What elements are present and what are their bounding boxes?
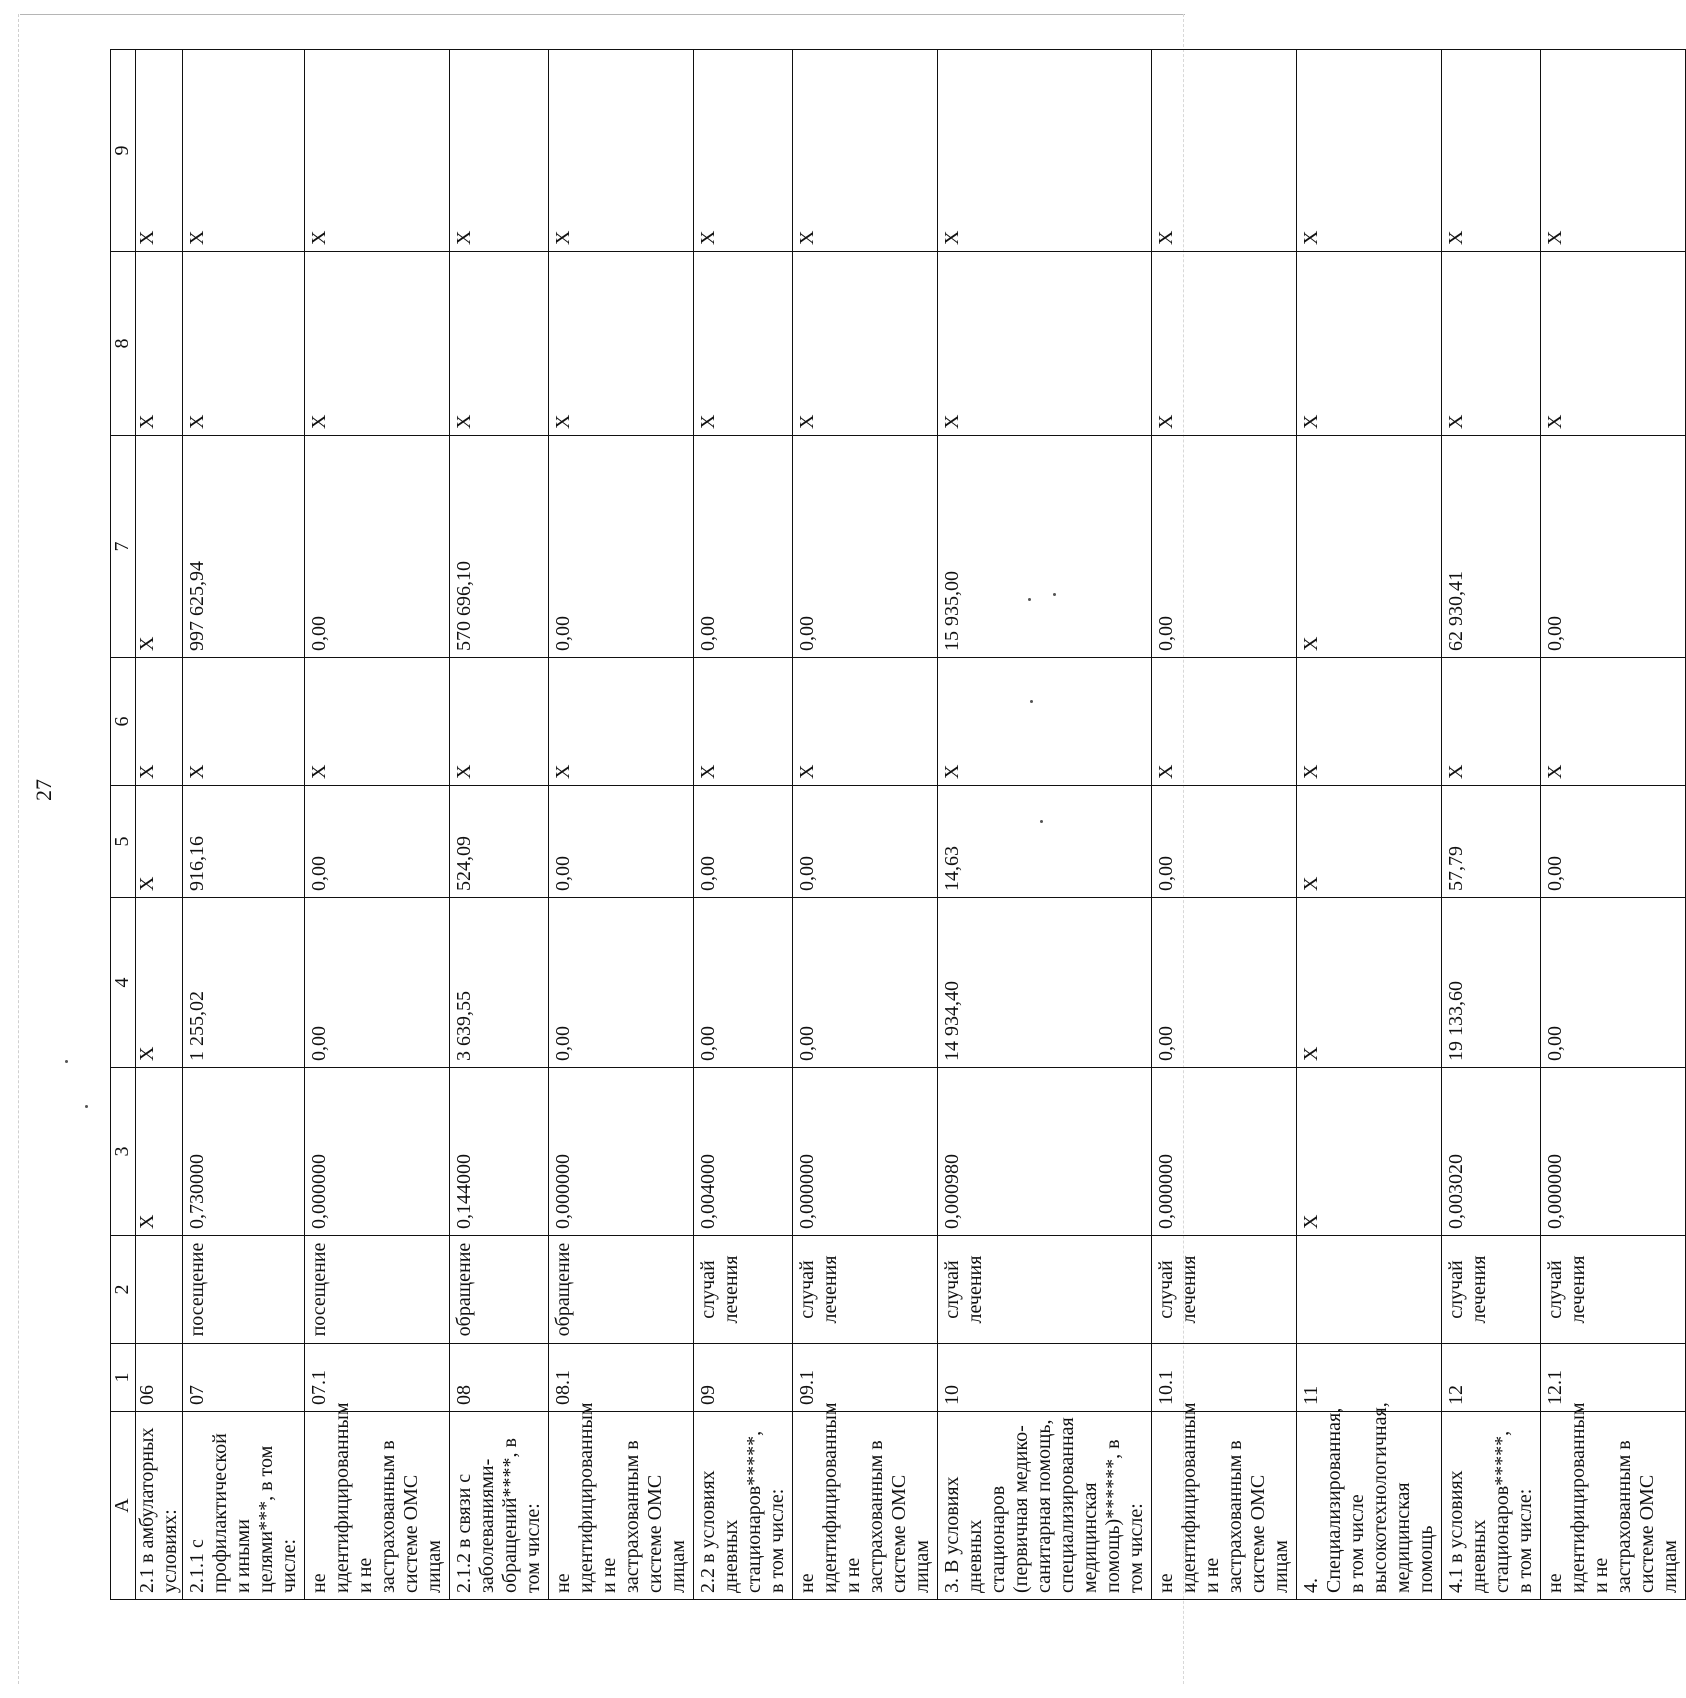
cell-col4: 0,00 [305, 898, 450, 1068]
cell-col9: Х [136, 50, 183, 252]
cell-col3: 0,730000 [183, 1068, 305, 1236]
table-row [1152, 50, 1297, 1600]
row-name: 2.1.1 с профилактической и иными целями***, в том числе: [183, 1412, 305, 1600]
cell-col5: 916,16 [183, 786, 305, 898]
cell-col6: Х [1442, 658, 1541, 786]
row-name: не идентифицированным и не застрахованным в системе ОМС лицам [793, 1412, 938, 1600]
table-row [1442, 50, 1541, 1600]
cell-col8: Х [938, 252, 1152, 436]
row-unit: случай лечения [1541, 1236, 1686, 1344]
cell-col6: Х [793, 658, 938, 786]
cell-col7: 0,00 [1541, 436, 1686, 658]
cell-col3: 0,144000 [450, 1068, 549, 1236]
cell-col7: 0,00 [549, 436, 694, 658]
cell-col7: 0,00 [694, 436, 793, 658]
cell-col5: 0,00 [1541, 786, 1686, 898]
cell-col9: Х [549, 50, 694, 252]
cell-col5: 524,09 [450, 786, 549, 898]
cell-col5: Х [1297, 786, 1442, 898]
cell-col4: 0,00 [1152, 898, 1297, 1068]
cell-col8: Х [793, 252, 938, 436]
table-row [183, 50, 305, 1600]
cell-col3: 0,000000 [305, 1068, 450, 1236]
row-unit: обращение [549, 1236, 694, 1344]
cell-col6: Х [183, 658, 305, 786]
header-row [111, 50, 136, 1600]
cell-col7: 62 930,41 [1442, 436, 1541, 658]
row-code: 08.1 [549, 1344, 694, 1412]
cell-col3: Х [136, 1068, 183, 1236]
row-unit: посещение [305, 1236, 450, 1344]
cell-col3: 0,000000 [1541, 1068, 1686, 1236]
cell-col8: Х [136, 252, 183, 436]
row-unit: случай лечения [938, 1236, 1152, 1344]
cell-col4: 0,00 [694, 898, 793, 1068]
row-unit: случай лечения [793, 1236, 938, 1344]
row-unit: случай лечения [694, 1236, 793, 1344]
cell-col8: Х [1541, 252, 1686, 436]
scan-speck [65, 1060, 68, 1063]
cell-col7: Х [1297, 436, 1442, 658]
column-header: 4 [111, 898, 136, 1068]
cell-col5: 0,00 [694, 786, 793, 898]
cell-col8: Х [694, 252, 793, 436]
row-name: 4. Специализированная, в том числе высокотехнологичная, медицинская помощь [1297, 1412, 1442, 1600]
cell-col6: Х [549, 658, 694, 786]
table-row [1541, 50, 1686, 1600]
cell-col9: Х [183, 50, 305, 252]
cell-col5: 57,79 [1442, 786, 1541, 898]
cell-col4: 0,00 [549, 898, 694, 1068]
table-row [549, 50, 694, 1600]
cell-col3: 0,004000 [694, 1068, 793, 1236]
cell-col9: Х [305, 50, 450, 252]
scan-speck [85, 1105, 88, 1108]
row-name: 4.1 в условиях дневных стационаров*****, в том числе: [1442, 1412, 1541, 1600]
row-code: 09 [694, 1344, 793, 1412]
table-row [450, 50, 549, 1600]
cell-col9: Х [1442, 50, 1541, 252]
cell-col4: Х [136, 898, 183, 1068]
cell-col5: 14,63 [938, 786, 1152, 898]
row-name: не идентифицированным и не застрахованным в системе ОМС лицам [1152, 1412, 1297, 1600]
row-unit: случай лечения [1152, 1236, 1297, 1344]
column-header: 5 [111, 786, 136, 898]
cell-col9: Х [694, 50, 793, 252]
scan-left-edge [18, 14, 19, 1684]
row-unit [136, 1236, 183, 1344]
table-row [136, 50, 183, 1600]
cell-col8: Х [450, 252, 549, 436]
row-name: не идентифицированным и не застрахованным в системе ОМС лицам [1541, 1412, 1686, 1600]
table-row [305, 50, 450, 1600]
cell-col7: 0,00 [305, 436, 450, 658]
row-name: не идентифицированным и не застрахованным в системе ОМС лицам [549, 1412, 694, 1600]
cell-col9: Х [793, 50, 938, 252]
cell-col5: 0,00 [305, 786, 450, 898]
cell-col4: 0,00 [793, 898, 938, 1068]
row-code: 11 [1297, 1344, 1442, 1412]
rotated-table-container [110, 50, 1681, 1600]
cell-col5: 0,00 [549, 786, 694, 898]
cell-col7: 570 696,10 [450, 436, 549, 658]
cell-col6: Х [450, 658, 549, 786]
tariff-table [110, 49, 1686, 1600]
column-header: 7 [111, 436, 136, 658]
page-number: 27 [31, 779, 56, 801]
cell-col6: Х [1152, 658, 1297, 786]
cell-col6: Х [305, 658, 450, 786]
row-code: 10 [938, 1344, 1152, 1412]
row-name: 2.2 в условиях дневных стационаров*****, в том числе: [694, 1412, 793, 1600]
table-row [938, 50, 1152, 1600]
cell-col7: Х [136, 436, 183, 658]
column-header: 2 [111, 1236, 136, 1344]
table-row [694, 50, 793, 1600]
row-code: 10.1 [1152, 1344, 1297, 1412]
row-name: 3. В условиях дневных стационаров (первичная медико-санитарная помощь, специализированная медицинская помощь)******, в том числе: [938, 1412, 1152, 1600]
cell-col6: Х [694, 658, 793, 786]
cell-col3: 0,000980 [938, 1068, 1152, 1236]
cell-col9: Х [1541, 50, 1686, 252]
cell-col5: 0,00 [793, 786, 938, 898]
cell-col4: 3 639,55 [450, 898, 549, 1068]
row-code: 12.1 [1541, 1344, 1686, 1412]
cell-col6: Х [1297, 658, 1442, 786]
cell-col8: Х [183, 252, 305, 436]
column-header: 6 [111, 658, 136, 786]
cell-col4: Х [1297, 898, 1442, 1068]
row-name: 2.1 в амбулаторных условиях: [136, 1412, 183, 1600]
row-code: 08 [450, 1344, 549, 1412]
cell-col6: Х [1541, 658, 1686, 786]
column-header: 8 [111, 252, 136, 436]
table-row [793, 50, 938, 1600]
cell-col9: Х [1152, 50, 1297, 252]
cell-col4: 19 133,60 [1442, 898, 1541, 1068]
row-code: 12 [1442, 1344, 1541, 1412]
row-name: не идентифицированным и не застрахованным в системе ОМС лицам [305, 1412, 450, 1600]
cell-col4: 14 934,40 [938, 898, 1152, 1068]
cell-col3: 0,003020 [1442, 1068, 1541, 1236]
cell-col6: Х [136, 658, 183, 786]
cell-col3: 0,000000 [1152, 1068, 1297, 1236]
cell-col5: Х [136, 786, 183, 898]
column-header: 9 [111, 50, 136, 252]
row-name: 2.1.2 в связи с заболеваниями-обращений****, в том числе: [450, 1412, 549, 1600]
row-code: 07 [183, 1344, 305, 1412]
cell-col8: Х [1442, 252, 1541, 436]
column-header: 3 [111, 1068, 136, 1236]
column-header: A [111, 1412, 136, 1600]
scan-top-edge [20, 14, 1185, 15]
cell-col9: Х [450, 50, 549, 252]
cell-col9: Х [1297, 50, 1442, 252]
cell-col7: 997 625,94 [183, 436, 305, 658]
cell-col3: 0,000000 [793, 1068, 938, 1236]
cell-col5: 0,00 [1152, 786, 1297, 898]
cell-col9: Х [938, 50, 1152, 252]
cell-col8: Х [1152, 252, 1297, 436]
table-row [1297, 50, 1442, 1600]
column-header: 1 [111, 1344, 136, 1412]
cell-col8: Х [305, 252, 450, 436]
cell-col8: Х [1297, 252, 1442, 436]
row-code: 06 [136, 1344, 183, 1412]
cell-col7: 15 935,00 [938, 436, 1152, 658]
cell-col3: 0,000000 [549, 1068, 694, 1236]
row-unit: случай лечения [1442, 1236, 1541, 1344]
cell-col8: Х [549, 252, 694, 436]
cell-col7: 0,00 [1152, 436, 1297, 658]
cell-col6: Х [938, 658, 1152, 786]
row-unit: обращение [450, 1236, 549, 1344]
cell-col3: Х [1297, 1068, 1442, 1236]
row-unit: посещение [183, 1236, 305, 1344]
cell-col4: 1 255,02 [183, 898, 305, 1068]
cell-col4: 0,00 [1541, 898, 1686, 1068]
row-code: 09.1 [793, 1344, 938, 1412]
cell-col7: 0,00 [793, 436, 938, 658]
row-code: 07.1 [305, 1344, 450, 1412]
row-unit [1297, 1236, 1442, 1344]
